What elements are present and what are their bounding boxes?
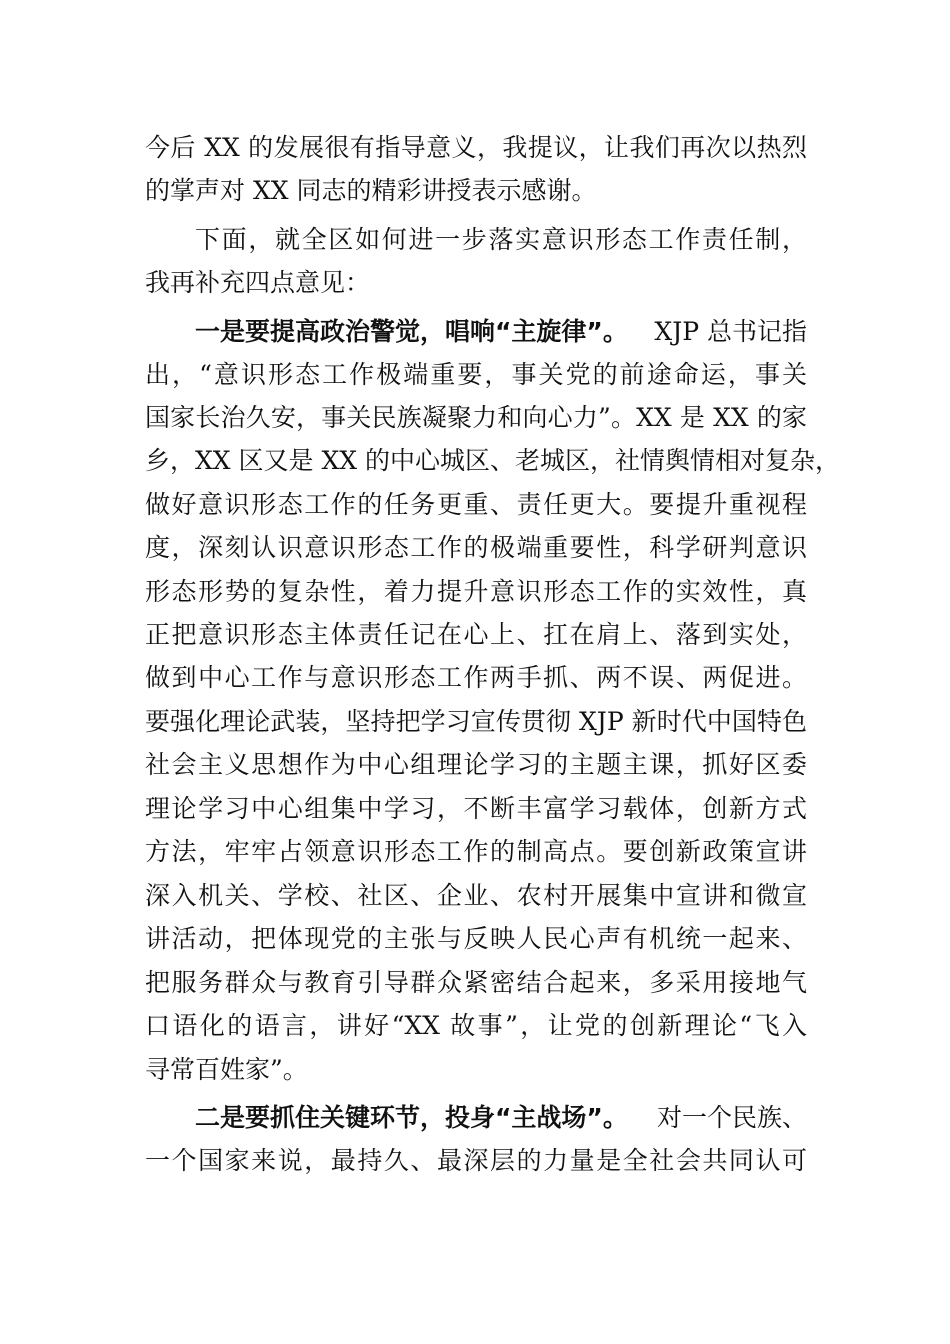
text-line: 国家长治久安，事关民族凝聚力和向心力”。XX 是 XX 的家 (145, 403, 807, 432)
text-line: 社会主义思想作为中心组理论学习的主题主课，抓好区委 (145, 750, 807, 779)
text-line: 口语化的语言，讲好“XX 故事”，让党的创新理论“飞入 (145, 1011, 807, 1040)
heading-rest-2: 对一个民族、 (656, 1103, 807, 1132)
text-line: 讲活动，把体现党的主张与反映人民心声有机统一起来、 (145, 924, 807, 953)
heading-line-1 (195, 314, 807, 350)
text-line: 寻常百姓家”。 (145, 1055, 308, 1084)
text-line: 出，“意识形态工作极端重要，事关党的前途命运，事关 (145, 360, 807, 389)
text-line: 深入机关、学校、社区、企业、农村开展集中宣讲和微宣 (145, 881, 807, 910)
heading-bold-1: 一是要提高政治警觉，唱响“主旋律”。 (195, 317, 628, 346)
text-line: 下面，就全区如何进一步落实意识形态工作责任制， (195, 225, 807, 254)
text-line: 做好意识形态工作的任务更重、责任更大。要提升重视程 (145, 490, 807, 519)
text-line: 做到中心工作与意识形态工作两手抓、两不误、两促进。 (145, 663, 807, 692)
text-line: 方法，牢牢占领意识形态工作的制高点。要创新政策宣讲 (145, 837, 807, 866)
heading-rest-1: XJP 总书记指 (654, 317, 807, 346)
text-line: 要强化理论武装，坚持把学习宣传贯彻 XJP 新时代中国特色 (145, 707, 807, 736)
text-line: 的掌声对 XX 同志的精彩讲授表示感谢。 (145, 176, 597, 205)
text-line: 正把意识形态主体责任记在心上、扛在肩上、落到实处， (145, 620, 807, 649)
text-line: 形态形势的复杂性，着力提升意识形态工作的实效性，真 (145, 577, 807, 606)
text-line: 度，深刻认识意识形态工作的极端重要性，科学研判意识 (145, 533, 807, 562)
heading-bold-2: 二是要抓住关键环节，投身“主战场”。 (195, 1103, 628, 1132)
text-line: 把服务群众与教育引导群众紧密结合起来，多采用接地气 (145, 968, 807, 997)
text-line: 今后 XX 的发展很有指导意义，我提议，让我们再次以热烈 (145, 133, 807, 162)
heading-line-2 (195, 1100, 807, 1136)
text-line: 乡，XX 区又是 XX 的中心城区、老城区，社情舆情相对复杂， (145, 446, 841, 475)
text-line: 我再补充四点意见： (145, 268, 371, 297)
text-line: 一个国家来说，最持久、最深层的力量是全社会共同认可 (145, 1146, 807, 1175)
text-line: 理论学习中心组集中学习，不断丰富学习载体，创新方式 (145, 794, 807, 823)
